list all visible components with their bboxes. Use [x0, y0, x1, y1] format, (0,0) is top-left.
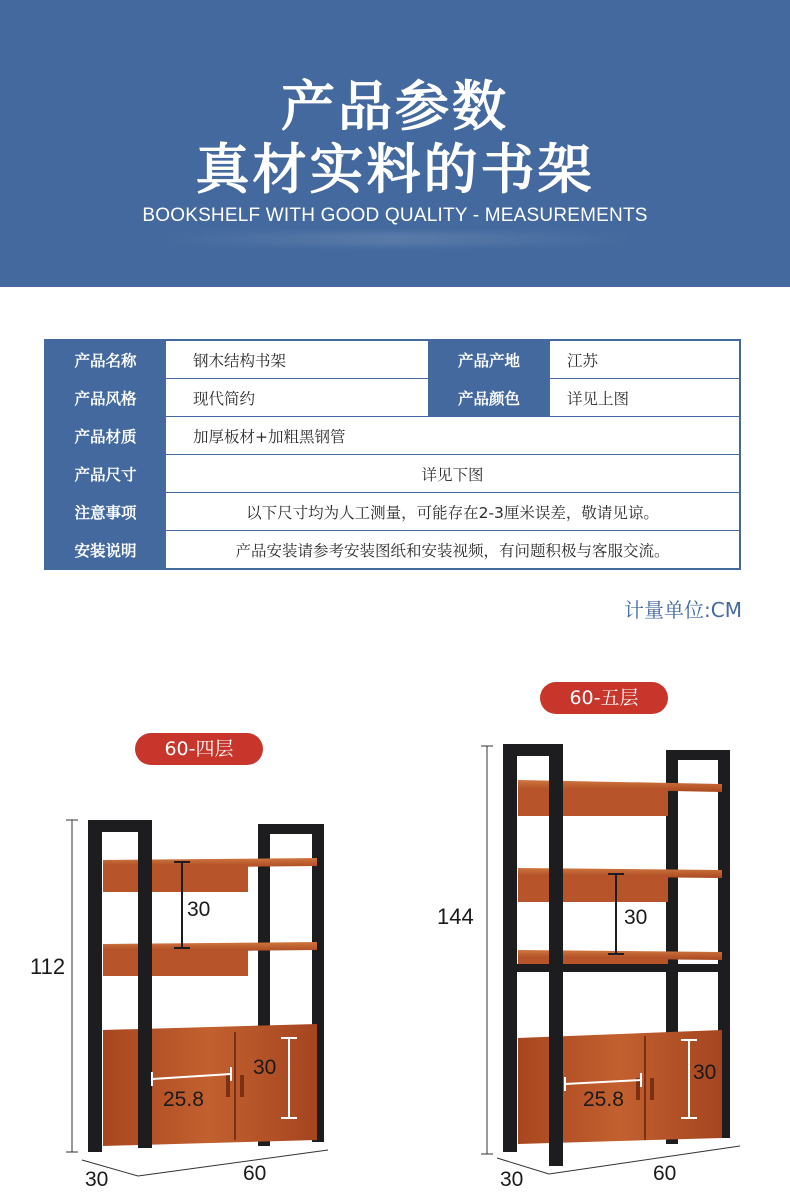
spec-label: 产品尺寸 [45, 455, 166, 493]
steel-crossbar [505, 964, 723, 972]
width-dimension-line [549, 1146, 740, 1174]
banner-subtitle: BOOKSHELF WITH GOOD QUALITY - MEASUREMENTS [142, 205, 648, 226]
steel-post [549, 746, 563, 1166]
height-label: 144 [437, 904, 474, 929]
spec-label: 产品产地 [429, 340, 550, 379]
model-tag-4-tier: 60-四层 [135, 733, 263, 765]
steel-top-rail [88, 820, 152, 832]
spec-value: 钢木结构书架 [166, 340, 429, 379]
wood-backboard [103, 866, 248, 892]
steel-top-rail [666, 750, 730, 760]
unit-note: 计量单位:CM [624, 598, 742, 622]
door-height-label: 30 [693, 1061, 717, 1084]
door-width-label: 25.8 [583, 1088, 624, 1111]
door-height-label: 30 [253, 1056, 277, 1079]
spec-label: 产品风格 [45, 379, 166, 417]
spec-value: 以下尺寸均为人工测量，可能存在2-3厘米误差，敬请见谅。 [166, 493, 741, 531]
banner-title-line1: 产品参数 [281, 75, 509, 138]
wood-backboard [103, 950, 248, 976]
spec-value: 详见下图 [166, 455, 741, 493]
wood-cabinet [103, 1024, 317, 1146]
banner-title-line2: 真材实料的书架 [195, 138, 595, 201]
steel-top-rail [503, 744, 563, 756]
spec-value: 现代简约 [166, 379, 429, 417]
door-width-label: 25.8 [163, 1088, 204, 1111]
model-tag-5-tier: 60-五层 [540, 682, 668, 714]
width-label: 60 [653, 1162, 677, 1185]
wood-backboard [518, 788, 668, 816]
wood-backboard [518, 876, 668, 902]
spec-label: 产品颜色 [429, 379, 550, 417]
steel-post [503, 748, 517, 1152]
spec-label: 注意事项 [45, 493, 166, 531]
steel-top-rail [258, 824, 324, 834]
spec-value: 产品安装请参考安装图纸和安装视频，有问题积极与客服交流。 [166, 531, 741, 570]
steel-post [138, 824, 152, 1148]
shelf-4-tier [30, 820, 328, 1191]
width-label: 60 [243, 1162, 267, 1185]
height-label: 112 [30, 954, 66, 979]
shelf-5-tier [437, 744, 740, 1191]
spec-value: 江苏 [550, 340, 741, 379]
shelf-gap-label: 30 [187, 898, 211, 921]
door-handle [240, 1075, 244, 1097]
spec-label: 产品名称 [45, 340, 166, 379]
width-dimension-line [138, 1150, 328, 1176]
depth-label: 30 [85, 1168, 109, 1191]
door-handle [226, 1075, 230, 1097]
door-handle [636, 1078, 640, 1100]
spec-label: 安装说明 [45, 531, 166, 570]
depth-label: 30 [500, 1168, 524, 1191]
spec-value: 详见上图 [550, 379, 741, 417]
spec-value: 加厚板材+加粗黑钢管 [166, 417, 741, 455]
door-handle [650, 1078, 654, 1100]
shelf-gap-label: 30 [624, 906, 648, 929]
wood-cabinet [518, 1030, 722, 1144]
steel-post [88, 824, 102, 1152]
spec-label: 产品材质 [45, 417, 166, 455]
